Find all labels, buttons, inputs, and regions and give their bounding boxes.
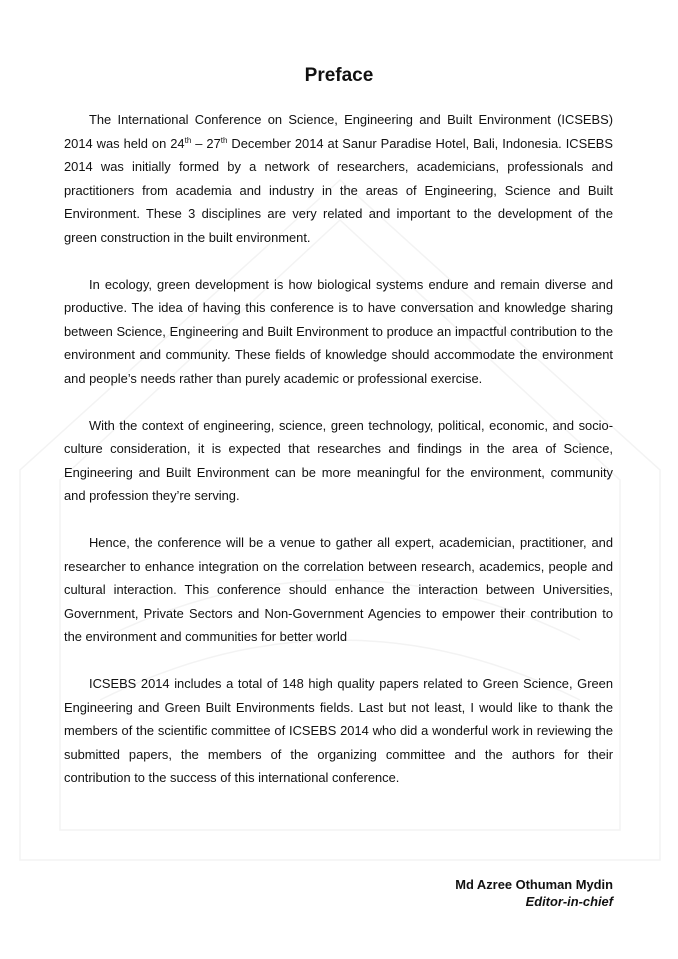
paragraph-5: ICSEBS 2014 includes a total of 148 high quality papers related to Green Science, Green Engineering and Green Built Environments fields. Last but not least, I would like to thank the members of the scientific committee of ICSEBS 2014 who did a wonderful work in reviewing the submitted papers, the members of the organizing committee and the authors for their contribution to the success of this international conference. (64, 676, 613, 785)
superscript-th-2: th (220, 135, 228, 145)
paragraph-1-text-b: – 27 (191, 135, 221, 151)
paragraph-1 (64, 108, 613, 249)
superscript-th-1: th (184, 135, 192, 145)
preface-body (64, 108, 613, 813)
signature-block (455, 876, 613, 910)
paragraph-1-text-c: December 2014 at Sanur Paradise Hotel, Bali, Indonesia. ICSEBS 2014 was initially formed by a network of researchers, academicians, professionals and practitioners from academia and industry in the areas of Engineering, Science and Built Environment. These 3 disciplines are very related and important to the development of the green construction in the built environment. (64, 135, 614, 245)
page-title: Preface (304, 65, 374, 86)
paragraph-1-text-a: The International Conference on Science, Engineering and Built Environment (ICSEBS) 2014 was held on 24 (64, 112, 613, 151)
paragraph-2: In ecology, green development is how biological systems endure and remain diverse and productive. The idea of having this conference is to have conversation and knowledge sharing between Science, Engineering and Built Environment to produce an impactful contribution to the environment and community. These fields of knowledge should accommodate the environment and people’s needs rather than purely academic or professional exercise. (64, 276, 613, 386)
signatory-name: Md Azree Othuman Mydin (455, 877, 613, 892)
signatory-role: Editor-in-chief (525, 894, 613, 909)
paragraph-3: With the context of engineering, science, green technology, political, economic, and socio-culture consideration, it is expected that researches and findings in the area of Science, Engineering and Built Environment can be more meaningful for the environment, community and profession they’re serving. (64, 417, 613, 503)
paragraph-4: Hence, the conference will be a venue to gather all expert, academician, practitioner, and researcher to enhance integration on the correlation between research, academics, people and cultural interaction. This conference should enhance the interaction between Universities, Government, Private Sectors and Non-Government Agencies to empower their contribution to the environment and communities for better world (64, 535, 613, 644)
